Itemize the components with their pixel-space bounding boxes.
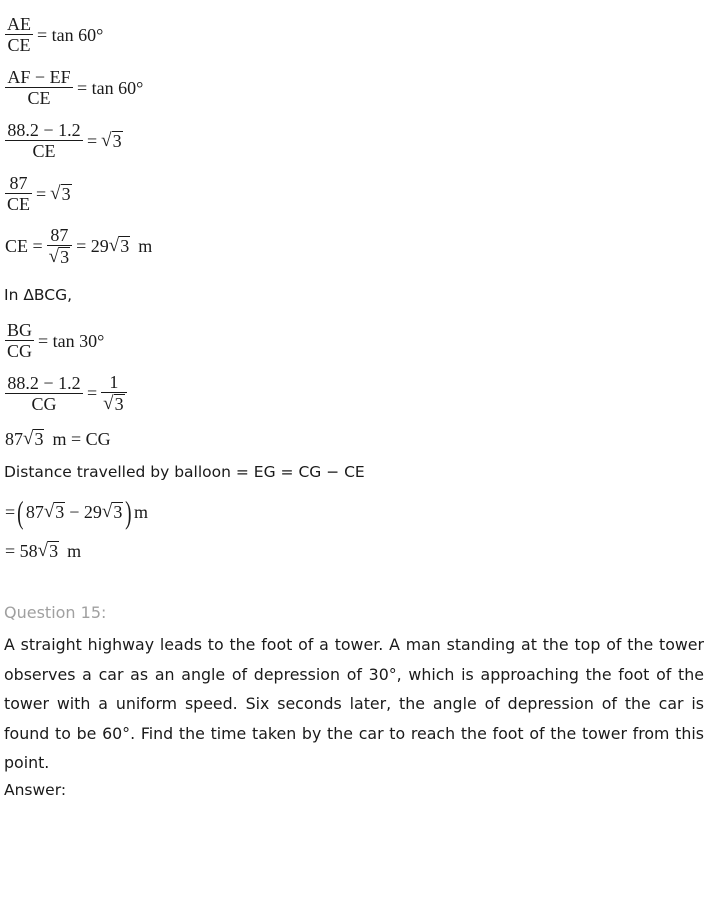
question-heading: Question 15:: [4, 603, 107, 622]
distance-travelled-text: Distance travelled by balloon = EG = CG − CE: [4, 463, 365, 481]
rhs: = tan 30°: [38, 330, 105, 351]
denominator: CG: [5, 393, 83, 414]
sqrt: √ 3: [37, 540, 59, 561]
left-paren: (: [17, 494, 24, 530]
equation-ce-value: [5, 225, 152, 267]
radicand: 3: [114, 394, 124, 414]
sqrt: √ 3: [108, 235, 130, 256]
radicand: 3: [60, 247, 70, 267]
radicand: 3: [34, 429, 44, 449]
radicand: 3: [120, 236, 130, 256]
sqrt: √ 3: [101, 129, 122, 151]
unit: m: [138, 236, 153, 256]
equals-29: = 29: [76, 236, 109, 256]
equation-87-ce: [5, 173, 72, 214]
coefficient-87: 87: [25, 502, 44, 522]
denominator: CE: [5, 140, 83, 161]
lhs: CE =: [5, 236, 43, 256]
question-text: A straight highway leads to the foot of a tower. A man standing at the top of the tower observes a car as an angle of depression of 30°, which is approaching the foot of the tower with a uniform speed. Six seconds later, the angle of depression of the car is found to be 60°. Find the time taken by the car to reach the foot of the tower from this point.: [4, 635, 704, 773]
equation-88-cg: [5, 372, 127, 414]
equation-bg-cg: [5, 320, 108, 361]
minus-29: − 29: [69, 502, 102, 522]
numerator: BG: [7, 320, 33, 340]
equals: =: [5, 502, 16, 522]
radicand: 3: [55, 502, 65, 522]
right-paren: ): [125, 494, 132, 530]
coefficient: 87: [5, 429, 23, 449]
equation-result: [5, 541, 81, 561]
in-triangle-bcg: In ΔBCG,: [4, 286, 73, 304]
equation-distance-difference: [5, 495, 148, 529]
denominator: CE: [7, 35, 31, 55]
equation-88-ce: [5, 120, 123, 161]
denominator-root3: √ 3: [101, 392, 126, 414]
radicand: 3: [61, 183, 71, 204]
answer-label: Answer:: [4, 781, 67, 799]
denominator: CE: [7, 194, 31, 214]
numerator: AF − EF: [7, 67, 71, 87]
denominator: √ 3: [47, 245, 72, 267]
numerator: 87: [50, 225, 69, 245]
numerator-one: 1: [109, 372, 119, 392]
unit: m: [67, 541, 82, 561]
radicand: 3: [49, 541, 59, 561]
rhs: m = CG: [52, 429, 111, 449]
denominator: CG: [7, 341, 33, 361]
equals: =: [36, 183, 47, 204]
numerator: 88.2 − 1.2: [7, 120, 81, 140]
sqrt-2: √ 3: [101, 501, 123, 522]
equation-87root3-cg: [5, 429, 111, 449]
unit: m: [134, 502, 149, 522]
rhs: = tan 60°: [77, 77, 144, 98]
radicand: 3: [112, 130, 122, 151]
numerator: 87: [9, 173, 28, 193]
sqrt: √ 3: [23, 428, 44, 449]
radicand: 3: [113, 502, 123, 522]
equals: =: [87, 383, 98, 403]
equals-58: = 58: [5, 541, 38, 561]
denominator: CE: [5, 87, 73, 108]
sqrt-1: √ 3: [43, 501, 65, 522]
equals: =: [87, 130, 98, 151]
rhs: = tan 60°: [37, 24, 104, 45]
sqrt: √ 3: [50, 182, 71, 204]
equation-af-ef: [5, 67, 147, 108]
equation-ae-ce: [5, 14, 107, 55]
numerator: AE: [7, 14, 31, 34]
numerator: 88.2 − 1.2: [7, 372, 81, 393]
